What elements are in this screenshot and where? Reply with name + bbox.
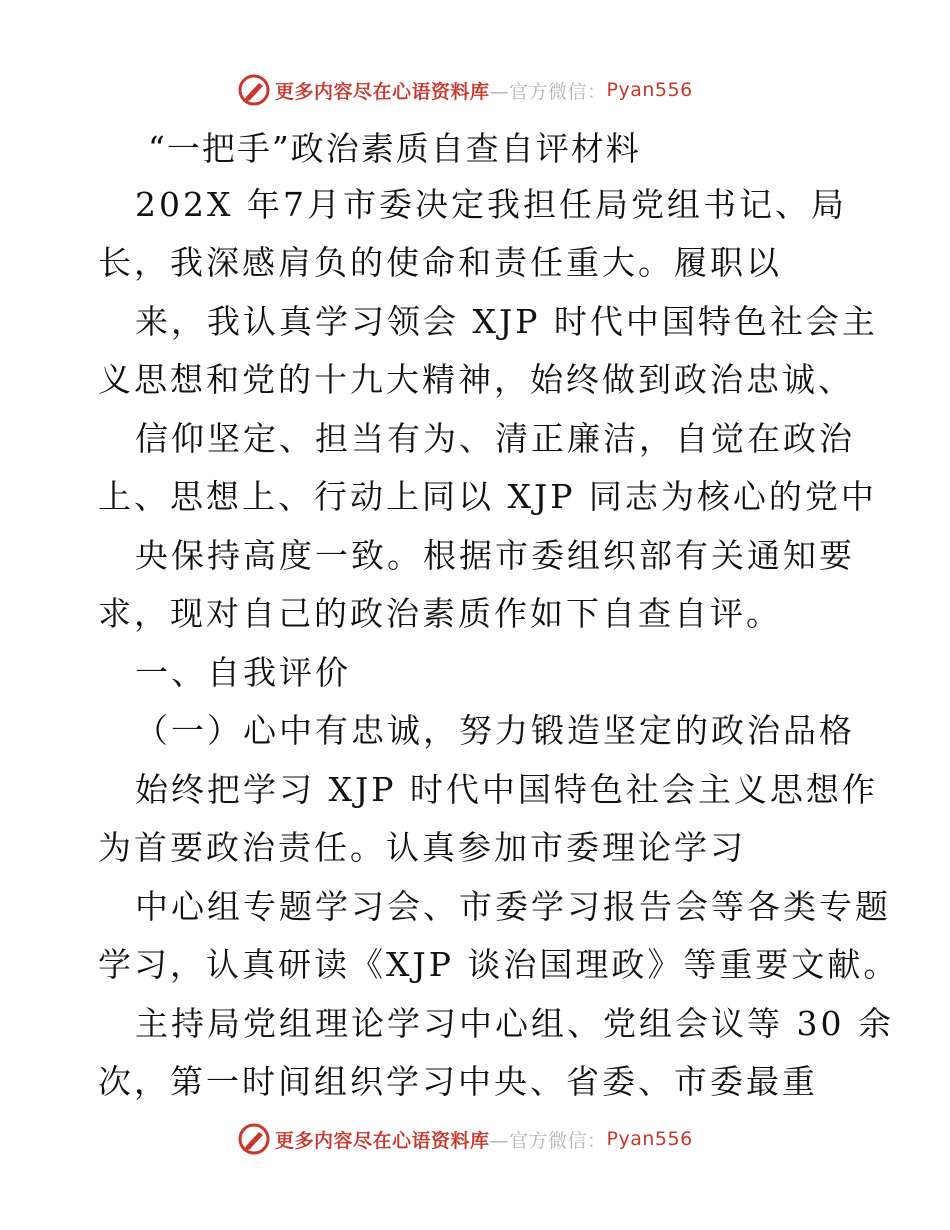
body-line: 为首要政治责任。认真参加市委理论学习 xyxy=(98,828,746,867)
watermark-main-text: 更多内容尽在心语资料库 xyxy=(275,80,490,103)
body-line: 来，我认真学习领会 XJP 时代中国特色社会主 xyxy=(135,302,878,341)
header-watermark xyxy=(237,72,693,108)
watermark-rest-text: —官方微信： xyxy=(489,80,607,103)
watermark-wechat-id: Pyan556 xyxy=(606,79,693,101)
body-line: 央保持高度一致。根据市委组织部有关通知要 xyxy=(135,536,855,575)
footer-watermark xyxy=(237,1121,693,1157)
watermark-wechat-id: Pyan556 xyxy=(606,1128,693,1150)
body-line: 求，现对自己的政治素质作如下自查自评。 xyxy=(98,594,782,633)
watermark-rest-text: —官方微信： xyxy=(489,1129,607,1152)
subsection-heading: （一）心中有忠诚，努力锻造坚定的政治品格 xyxy=(135,711,855,750)
body-line: 主持局党组理论学习中心组、党组会议等 30 余 xyxy=(135,1004,894,1043)
body-line: 学习，认真研读《XJP 谈治国理政》等重要文献。 xyxy=(98,945,900,984)
body-line: 信仰坚定、担当有为、清正廉洁，自觉在政治 xyxy=(135,419,855,458)
body-line: 始终把学习 XJP 时代中国特色社会主义思想作 xyxy=(135,770,878,809)
body-line: 长，我深感肩负的使命和责任重大。履职以 xyxy=(98,243,782,282)
body-line: 次，第一时间组织学习中央、省委、市委最重 xyxy=(98,1062,818,1101)
document-title: “一把手”政治素质自查自评材料 xyxy=(148,129,641,168)
body-line: 202X 年7月市委决定我担任局党组书记、局 xyxy=(135,185,847,224)
body-line: 上、思想上、行动上同以 XJP 同志为核心的党中 xyxy=(98,477,877,516)
pen-circle-logo-icon xyxy=(237,1122,271,1156)
body-line: 中心组专题学习会、市委学习报告会等各类专题 xyxy=(135,887,891,926)
watermark-main-text: 更多内容尽在心语资料库 xyxy=(275,1129,490,1152)
body-line: 义思想和党的十九大精神，始终做到政治忠诚、 xyxy=(98,360,854,399)
section-heading: 一、自我评价 xyxy=(135,653,351,692)
pen-circle-logo-icon xyxy=(237,73,271,107)
